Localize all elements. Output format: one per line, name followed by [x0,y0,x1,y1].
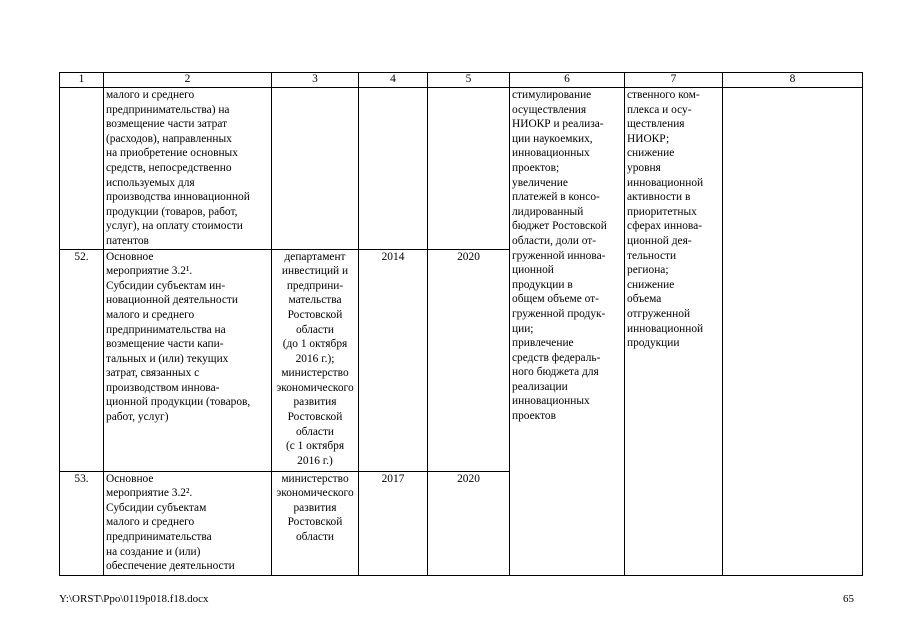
header-col-7: 7 [625,73,723,88]
cont-start-cell [359,88,428,250]
row-number: 52. [60,249,104,471]
cont-num-cell [60,88,104,250]
footer-file-path: Y:\ORST\Ppo\0119p018.f18.docx [59,593,209,605]
executor-cell: департамент инвестиций и предприни- мательства Ростовской области (до 1 октября 2016 г.); министерство экономического развития Ростовской области (с 1 октября 2016 г.) [272,249,359,471]
header-row [60,73,863,88]
cont-measure-cell: малого и среднего предпринимательства) на возмещение части затрат (расходов), направленных на приобретение основных средств, непосредственно используемых для производства инновационной продукции (товаров, работ, услуг), на оплату стоимости патентов [104,88,272,250]
table-row-continuation [60,88,863,250]
start-year: 2014 [359,249,428,471]
end-year: 2020 [428,249,510,471]
header-col-5: 5 [428,73,510,88]
end-year: 2020 [428,471,510,575]
header-col-4: 4 [359,73,428,88]
consequence-cell: ственного ком- плекса и осу- ществления НИОКР; снижение уровня инновационной активности в приоритетных сферах иннова- ционной дея- тельности региона; снижение объема отгруженной инновационной продукции [625,88,723,576]
measure-cell: Основное мероприятие 3.2². Субсидии субъектам малого и среднего предпринимательства на создание и (или) обеспечение деятельности [104,471,272,575]
page-number: 65 [843,593,854,605]
start-year: 2017 [359,471,428,575]
header-col-3: 3 [272,73,359,88]
header-col-8: 8 [723,73,863,88]
header-col-6: 6 [510,73,625,88]
executor-cell: министерство экономического развития Ростовской области [272,471,359,575]
result-cell: стимулирование осуществления НИОКР и реализа- ции наукоемких, инновационных проектов; увеличение платежей в консо- лидированный бюджет Ростовской области, доли от- груженной иннова- ционной продукции в общем объеме от- груженной продук- ции; привлечение средств федераль- ного бюджета для реализации инновационных проектов [510,88,625,576]
cont-end-cell [428,88,510,250]
measure-cell: Основное мероприятие 3.2¹. Субсидии субъектам ин- новационной деятельности малого и среднего предпринимательства на возмещение части капи- тальных и (или) текущих затрат, связанных с производством иннова- ционной продукции (товаров, работ, услуг) [104,249,272,471]
row-number: 53. [60,471,104,575]
measures-table [59,72,863,576]
header-col-2: 2 [104,73,272,88]
cont-executor-cell [272,88,359,250]
header-col-1: 1 [60,73,104,88]
link-cell [723,88,863,576]
